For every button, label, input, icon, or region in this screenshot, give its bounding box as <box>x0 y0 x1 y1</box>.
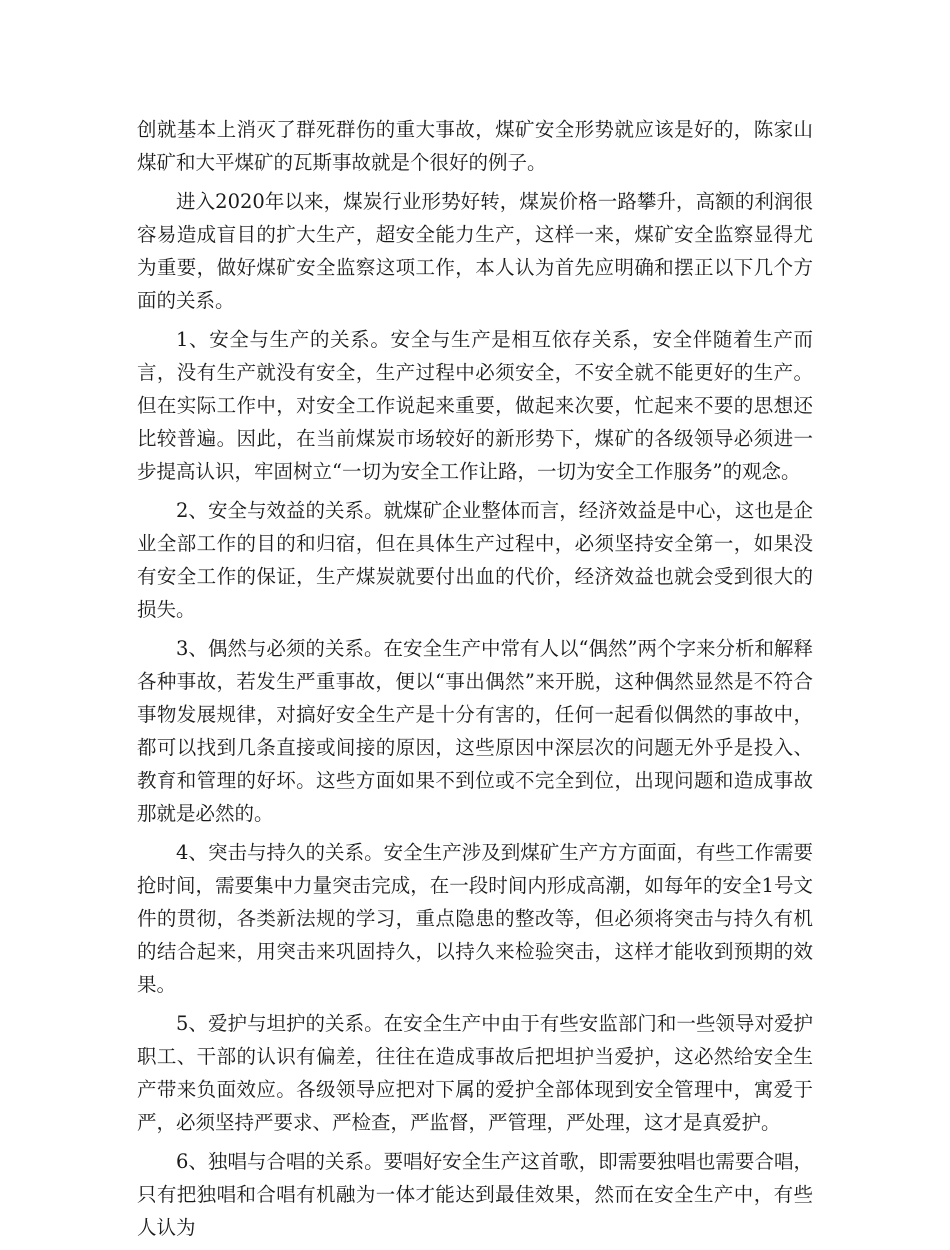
paragraph-item-6: 6、独唱与合唱的关系。要唱好安全生产这首歌，即需要独唱也需要合唱，只有把独唱和合唱有机融为一体才能达到最佳效果，然而在安全生产中，有些人认为 <box>137 1150 813 1239</box>
paragraph-item-4: 4、突击与持久的关系。安全生产涉及到煤矿生产方方面面，有些工作需要抢时间，需要集中力量突击完成，在一段时间内形成高潮，如每年的安全1号文件的贯彻，各类新法规的学习，重点隐患的整改等，但必须将突击与持久有机的结合起来，用突击来巩固持久，以持久来检验突击，这样才能收到预期的效果。 <box>137 841 813 996</box>
paragraph-item-3: 3、偶然与必须的关系。在安全生产中常有人以“偶然”两个字来分析和解释各种事故，若发生严重事故，便以“事出偶然”来开脱，这种偶然显然是不符合事物发展规律，对搞好安全生产是十分有害的，任何一起看似偶然的事故中，都可以找到几条直接或间接的原因，这些原因中深层次的问题无外乎是投入、教育和管理的好坏。这些方面如果不到位或不完全到位，出现问题和造成事故那就是必然的。 <box>137 637 813 825</box>
paragraph-continued: 创就基本上消灭了群死群伤的重大事故，煤矿安全形势就应该是好的，陈家山煤矿和大平煤矿的瓦斯事故就是个很好的例子。 <box>137 118 813 174</box>
document-body <box>137 113 813 1250</box>
paragraph-item-2: 2、安全与效益的关系。就煤矿企业整体而言，经济效益是中心，这也是企业全部工作的目的和归宿，但在具体生产过程中，必须坚持安全第一，如果没有安全工作的保证，生产煤炭就要付出血的代价，经济效益也就会受到很大的损失。 <box>137 499 813 621</box>
paragraph-item-5: 5、爱护与坦护的关系。在安全生产中由于有些安监部门和一些领导对爱护职工、干部的认识有偏差，往往在造成事故后把坦护当爱护，这必然给安全生产带来负面效应。各级领导应把对下属的爱护全部体现到安全管理中，寓爱于严，必须坚持严要求、严检查，严监督，严管理，严处理，这才是真爱护。 <box>137 1012 813 1134</box>
paragraph-intro: 进入2020年以来，煤炭行业形势好转，煤炭价格一路攀升，高额的利润很容易造成盲目的扩大生产，超安全能力生产，这样一来，煤矿安全监察显得尤为重要，做好煤矿安全监察这项工作，本人认为首先应明确和摆正以下几个方面的关系。 <box>137 190 813 312</box>
paragraph-item-1: 1、安全与生产的关系。安全与生产是相互依存关系，安全伴随着生产而言，没有生产就没有安全，生产过程中必须安全，不安全就不能更好的生产。但在实际工作中，对安全工作说起来重要，做起来次要，忙起来不要的思想还比较普遍。因此，在当前煤炭市场较好的新形势下，煤矿的各级领导必须进一步提高认识，牢固树立“一切为安全工作让路，一切为安全工作服务”的观念。 <box>137 328 813 483</box>
